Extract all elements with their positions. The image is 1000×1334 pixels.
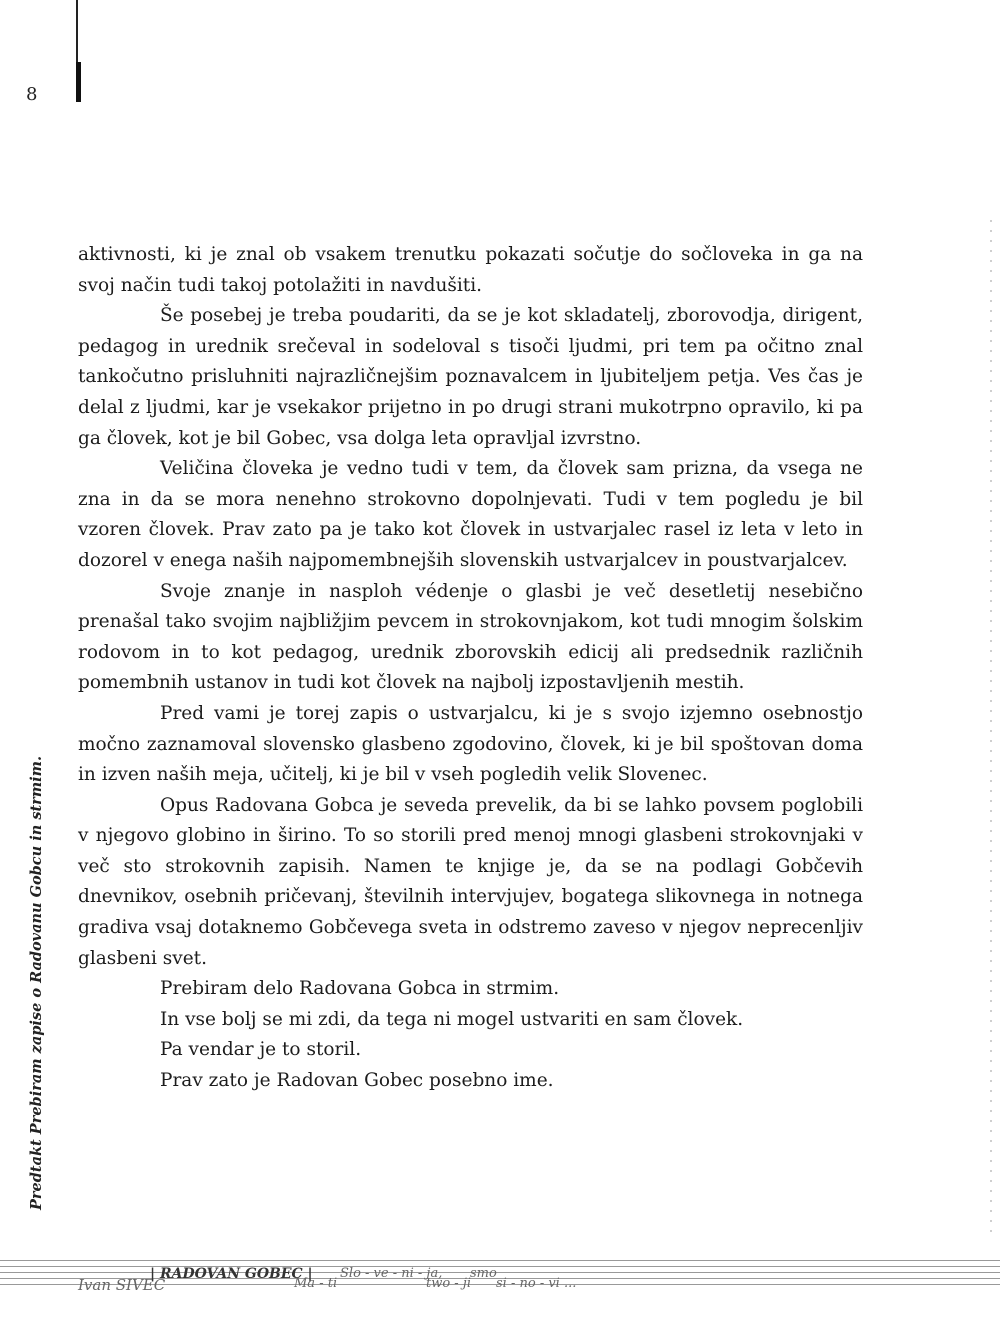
lyric-syllable: Ma - ti (294, 1276, 338, 1291)
lyric-syllable: Slo - ve - ni - ja, (340, 1266, 443, 1281)
paragraph: Pred vami je torej zapis o ustvarjalcu, ki je s svojo izjemno osebnostjo močno zaznamoval slovensko glasbeno zgodovino, človek, ki je bil spoštovan doma in izven naših meja, učitelj, ki je bil v vseh pogledih velik Slovenec. (78, 702, 863, 786)
paragraph: Prebiram delo Radovana Gobca in strmim. (160, 978, 560, 1000)
paragraph: Opus Radovana Gobca je seveda prevelik, da bi se lahko povsem poglobili v njegovo globino in širino. To so storili pred menoj mnogi glasbeni strokovnjaki v več sto strokovnih zapisih. Namen te knjige je, da se na podlagi Gobčevih dnevnikov, osebnih pričevanj, številnih intervjujev, bogatega slikovnega in notnega gradiva vsaj dotaknemo Gobčevega sveta in odstremo zaveso v njegov neprecenljiv glasbeni svet. (78, 794, 863, 969)
paragraph: Pa vendar je to storil. (160, 1039, 362, 1061)
paragraph: Veličina človeka je vedno tudi v tem, da človek sam prizna, da vsega ne zna in da se mora nenehno strokovno dopolnjevati. Tudi v tem pogledu je bil vzoren človek. Prav zato pa je tako kot človek in ustvarjalec rasel iz leta v leto in dozorel v enega naših najpomembnejših slovenskih ustvarjalcev in poustvarjalcev. (78, 458, 863, 571)
lyric-syllable: smo (470, 1266, 497, 1281)
paragraph: aktivnosti, ki je znal ob vsakem trenutku pokazati sočutje do sočloveka in ga na svoj način tudi takoj potolažiti in navdušiti. (78, 244, 863, 296)
paragraph: Še posebej je treba poudariti, da se je kot skladatelj, zborovodja, dirigent, pedagog in urednik srečeval in sodeloval s tisoči ljudmi, pri tem pa očitno znal tankočutno prisluhniti najrazličnejšim poznavalcem in ljubiteljem petja. Ves čas je delal z ljudmi, kar je vsekakor prijetno in po drugi strani mukotrpno opravilo, ki pa ga človek, kot je bil Gobec, vsa dolga leta opravljal izvrstno. (78, 305, 863, 449)
page-marker-bar (76, 62, 81, 102)
dotted-margin-guide (990, 220, 992, 1240)
running-head-vertical: Predtakt Prebiram zapise o Radovanu Gobcu in strmim. (28, 755, 45, 1210)
paragraph: In vse bolj se mi zdi, da tega ni mogel ustvariti en sam človek. (160, 1008, 744, 1030)
lyric-syllable: two - ji (426, 1276, 472, 1291)
body-text (78, 240, 863, 1097)
staff-line (0, 1260, 1000, 1261)
margin-rule (76, 0, 78, 62)
page-number: 8 (26, 84, 38, 105)
footer-book-title: | RADOVAN GOBEC | (150, 1266, 313, 1282)
paragraph: Prav zato je Radovan Gobec posebno ime. (160, 1070, 554, 1092)
footer-author: Ivan SIVEC (78, 1276, 166, 1294)
lyric-syllable: si - no - vi ... (496, 1276, 577, 1291)
paragraph: Svoje znanje in nasploh védenje o glasbi je več desetletij nesebično prenašal tako svojim najbližjim pevcem in strokovnjakom, kot tudi mnogim šolskim rodovom in to kot pedagog, urednik zborovskih edicij ali predsednik različnih pomembnih ustanov in tudi kot človek na najbolj izpostavljenih mestih. (78, 580, 863, 694)
